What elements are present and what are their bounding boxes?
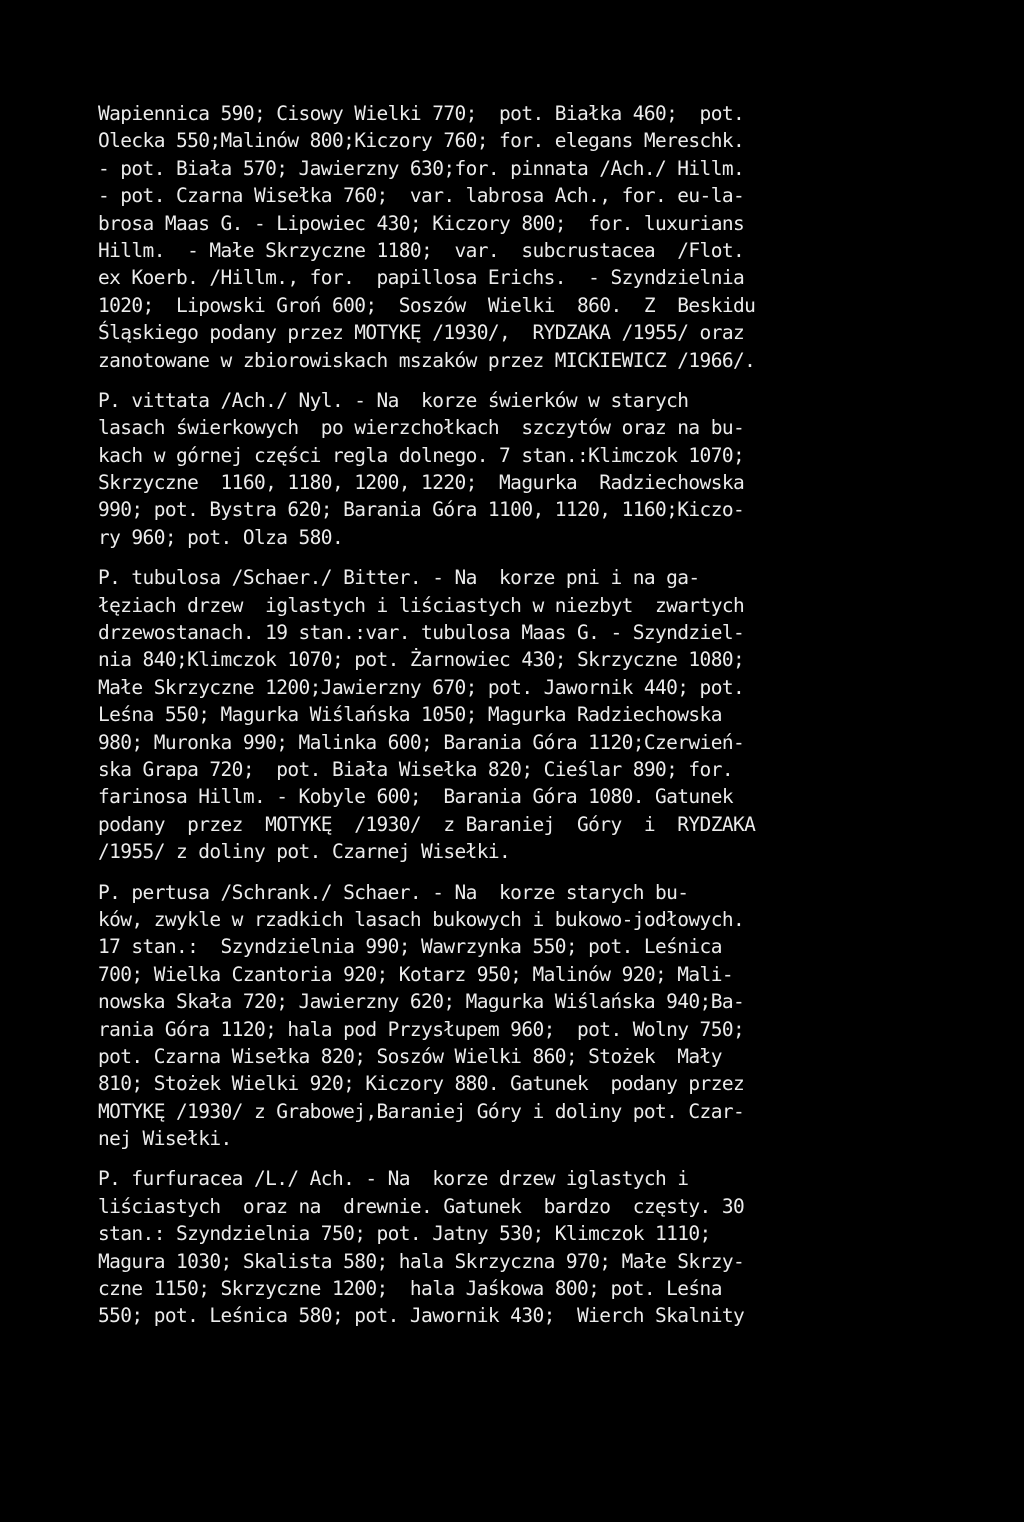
text-line: MOTYKĘ /1930/ z Grabowej,Baraniej Góry i doliny pot. Czar- <box>98 1099 745 1123</box>
text-line: P. furfuracea /L./ Ach. - Na korze drzew iglastych i <box>98 1167 689 1191</box>
text-line: 980; Muronka 990; Malinka 600; Barania Góra 1120;Czerwień- <box>98 730 745 754</box>
text-line: brosa Maas G. - Lipowiec 430; Kiczory 800; for. luxurians <box>98 211 745 235</box>
text-line: - pot. Biała 570; Jawierzny 630;for. pinnata /Ach./ Hillm. <box>98 156 745 180</box>
text-line: Małe Skrzyczne 1200;Jawierzny 670; pot. Jawornik 440; pot. <box>98 675 745 699</box>
text-line: kach w górnej części regla dolnego. 7 stan.:Klimczok 1070; <box>98 443 745 467</box>
text-line: farinosa Hillm. - Kobyle 600; Barania Góra 1080. Gatunek <box>98 785 733 809</box>
text-line: 550; pot. Leśnica 580; pot. Jawornik 430; Wierch Skalnity <box>98 1304 745 1328</box>
paragraph-gap <box>98 551 928 564</box>
text-line: 810; Stożek Wielki 920; Kiczory 880. Gatunek podany przez <box>98 1072 745 1096</box>
text-line: rania Góra 1120; hala pod Przysłupem 960; pot. Wolny 750; <box>98 1017 745 1041</box>
text-line: czne 1150; Skrzyczne 1200; hala Jaśkowa 800; pot. Leśna <box>98 1277 722 1301</box>
text-line: nia 840;Klimczok 1070; pot. Żarnowiec 430; Skrzyczne 1080; <box>98 648 745 672</box>
text-line: podany przez MOTYKĘ /1930/ z Baraniej Góry i RYDZAKA <box>98 812 756 836</box>
text-line: ry 960; pot. Olza 580. <box>98 525 344 549</box>
text-line: łęziach drzew iglastych i liściastych w niezbyt zwartych <box>98 593 745 617</box>
text-line: liściastych oraz na drewnie. Gatunek bardzo częsty. 30 <box>98 1194 745 1218</box>
text-line: lasach świerkowych po wierzchołkach szczytów oraz na bu- <box>98 416 745 440</box>
text-line: P. pertusa /Schrank./ Schaer. - Na korze starych bu- <box>98 880 689 904</box>
paragraph-gap <box>98 866 928 879</box>
paragraph-wapiennica <box>98 100 928 374</box>
paragraph-vittata <box>98 387 928 551</box>
text-line: Magura 1030; Skalista 580; hala Skrzyczna 970; Małe Skrzy- <box>98 1249 745 1273</box>
paragraph-tubulosa <box>98 564 928 865</box>
text-line: Olecka 550;Malinów 800;Kiczory 760; for. elegans Mereschk. <box>98 129 745 153</box>
text-line: Wapiennica 590; Cisowy Wielki 770; pot. Białka 460; pot. <box>98 102 745 125</box>
text-line: nowska Skała 720; Jawierzny 620; Magurka Wiślańska 940;Ba- <box>98 990 745 1014</box>
text-line: Leśna 550; Magurka Wiślańska 1050; Magurka Radziechowska <box>98 703 722 727</box>
document-page <box>98 100 928 1330</box>
paragraph-pertusa <box>98 879 928 1153</box>
text-line: Hillm. - Małe Skrzyczne 1180; var. subcrustacea /Flot. <box>98 238 745 262</box>
text-line: drzewostanach. 19 stan.:var. tubulosa Maas G. - Szyndziel- <box>98 621 745 645</box>
paragraph-furfuracea <box>98 1165 928 1329</box>
text-line: pot. Czarna Wisełka 820; Soszów Wielki 860; Stożek Mały <box>98 1044 722 1068</box>
text-line: stan.: Szyndzielnia 750; pot. Jatny 530; Klimczok 1110; <box>98 1222 711 1246</box>
text-line: 17 stan.: Szyndzielnia 990; Wawrzynka 550; pot. Leśnica <box>98 935 722 959</box>
text-line: ex Koerb. /Hillm., for. papillosa Erichs. - Szyndzielnia <box>98 266 745 290</box>
text-line: 700; Wielka Czantoria 920; Kotarz 950; Malinów 920; Mali- <box>98 962 733 986</box>
text-line: ska Grapa 720; pot. Biała Wisełka 820; Cieślar 890; for. <box>98 757 733 781</box>
text-line: Skrzyczne 1160, 1180, 1200, 1220; Magurka Radziechowska <box>98 471 745 495</box>
text-line: ków, zwykle w rzadkich lasach bukowych i bukowo-jodłowych. <box>98 907 745 931</box>
text-line: nej Wisełki. <box>98 1127 232 1151</box>
text-line: 990; pot. Bystra 620; Barania Góra 1100, 1120, 1160;Kiczo- <box>98 498 745 522</box>
paragraph-gap <box>98 1152 928 1165</box>
paragraph-gap <box>98 374 928 387</box>
text-line: - pot. Czarna Wisełka 760; var. labrosa Ach., for. eu-la- <box>98 184 745 208</box>
text-line: /1955/ z doliny pot. Czarnej Wisełki. <box>98 840 511 864</box>
text-line: zanotowane w zbiorowiskach mszaków przez MICKIEWICZ /1966/. <box>98 348 756 372</box>
text-line: 1020; Lipowski Groń 600; Soszów Wielki 860. Z Beskidu <box>98 293 756 317</box>
text-line: P. tubulosa /Schaer./ Bitter. - Na korze pni i na ga- <box>98 566 700 590</box>
text-line: P. vittata /Ach./ Nyl. - Na korze świerków w starych <box>98 388 689 412</box>
text-line: Śląskiego podany przez MOTYKĘ /1930/, RYDZAKA /1955/ oraz <box>98 321 745 345</box>
